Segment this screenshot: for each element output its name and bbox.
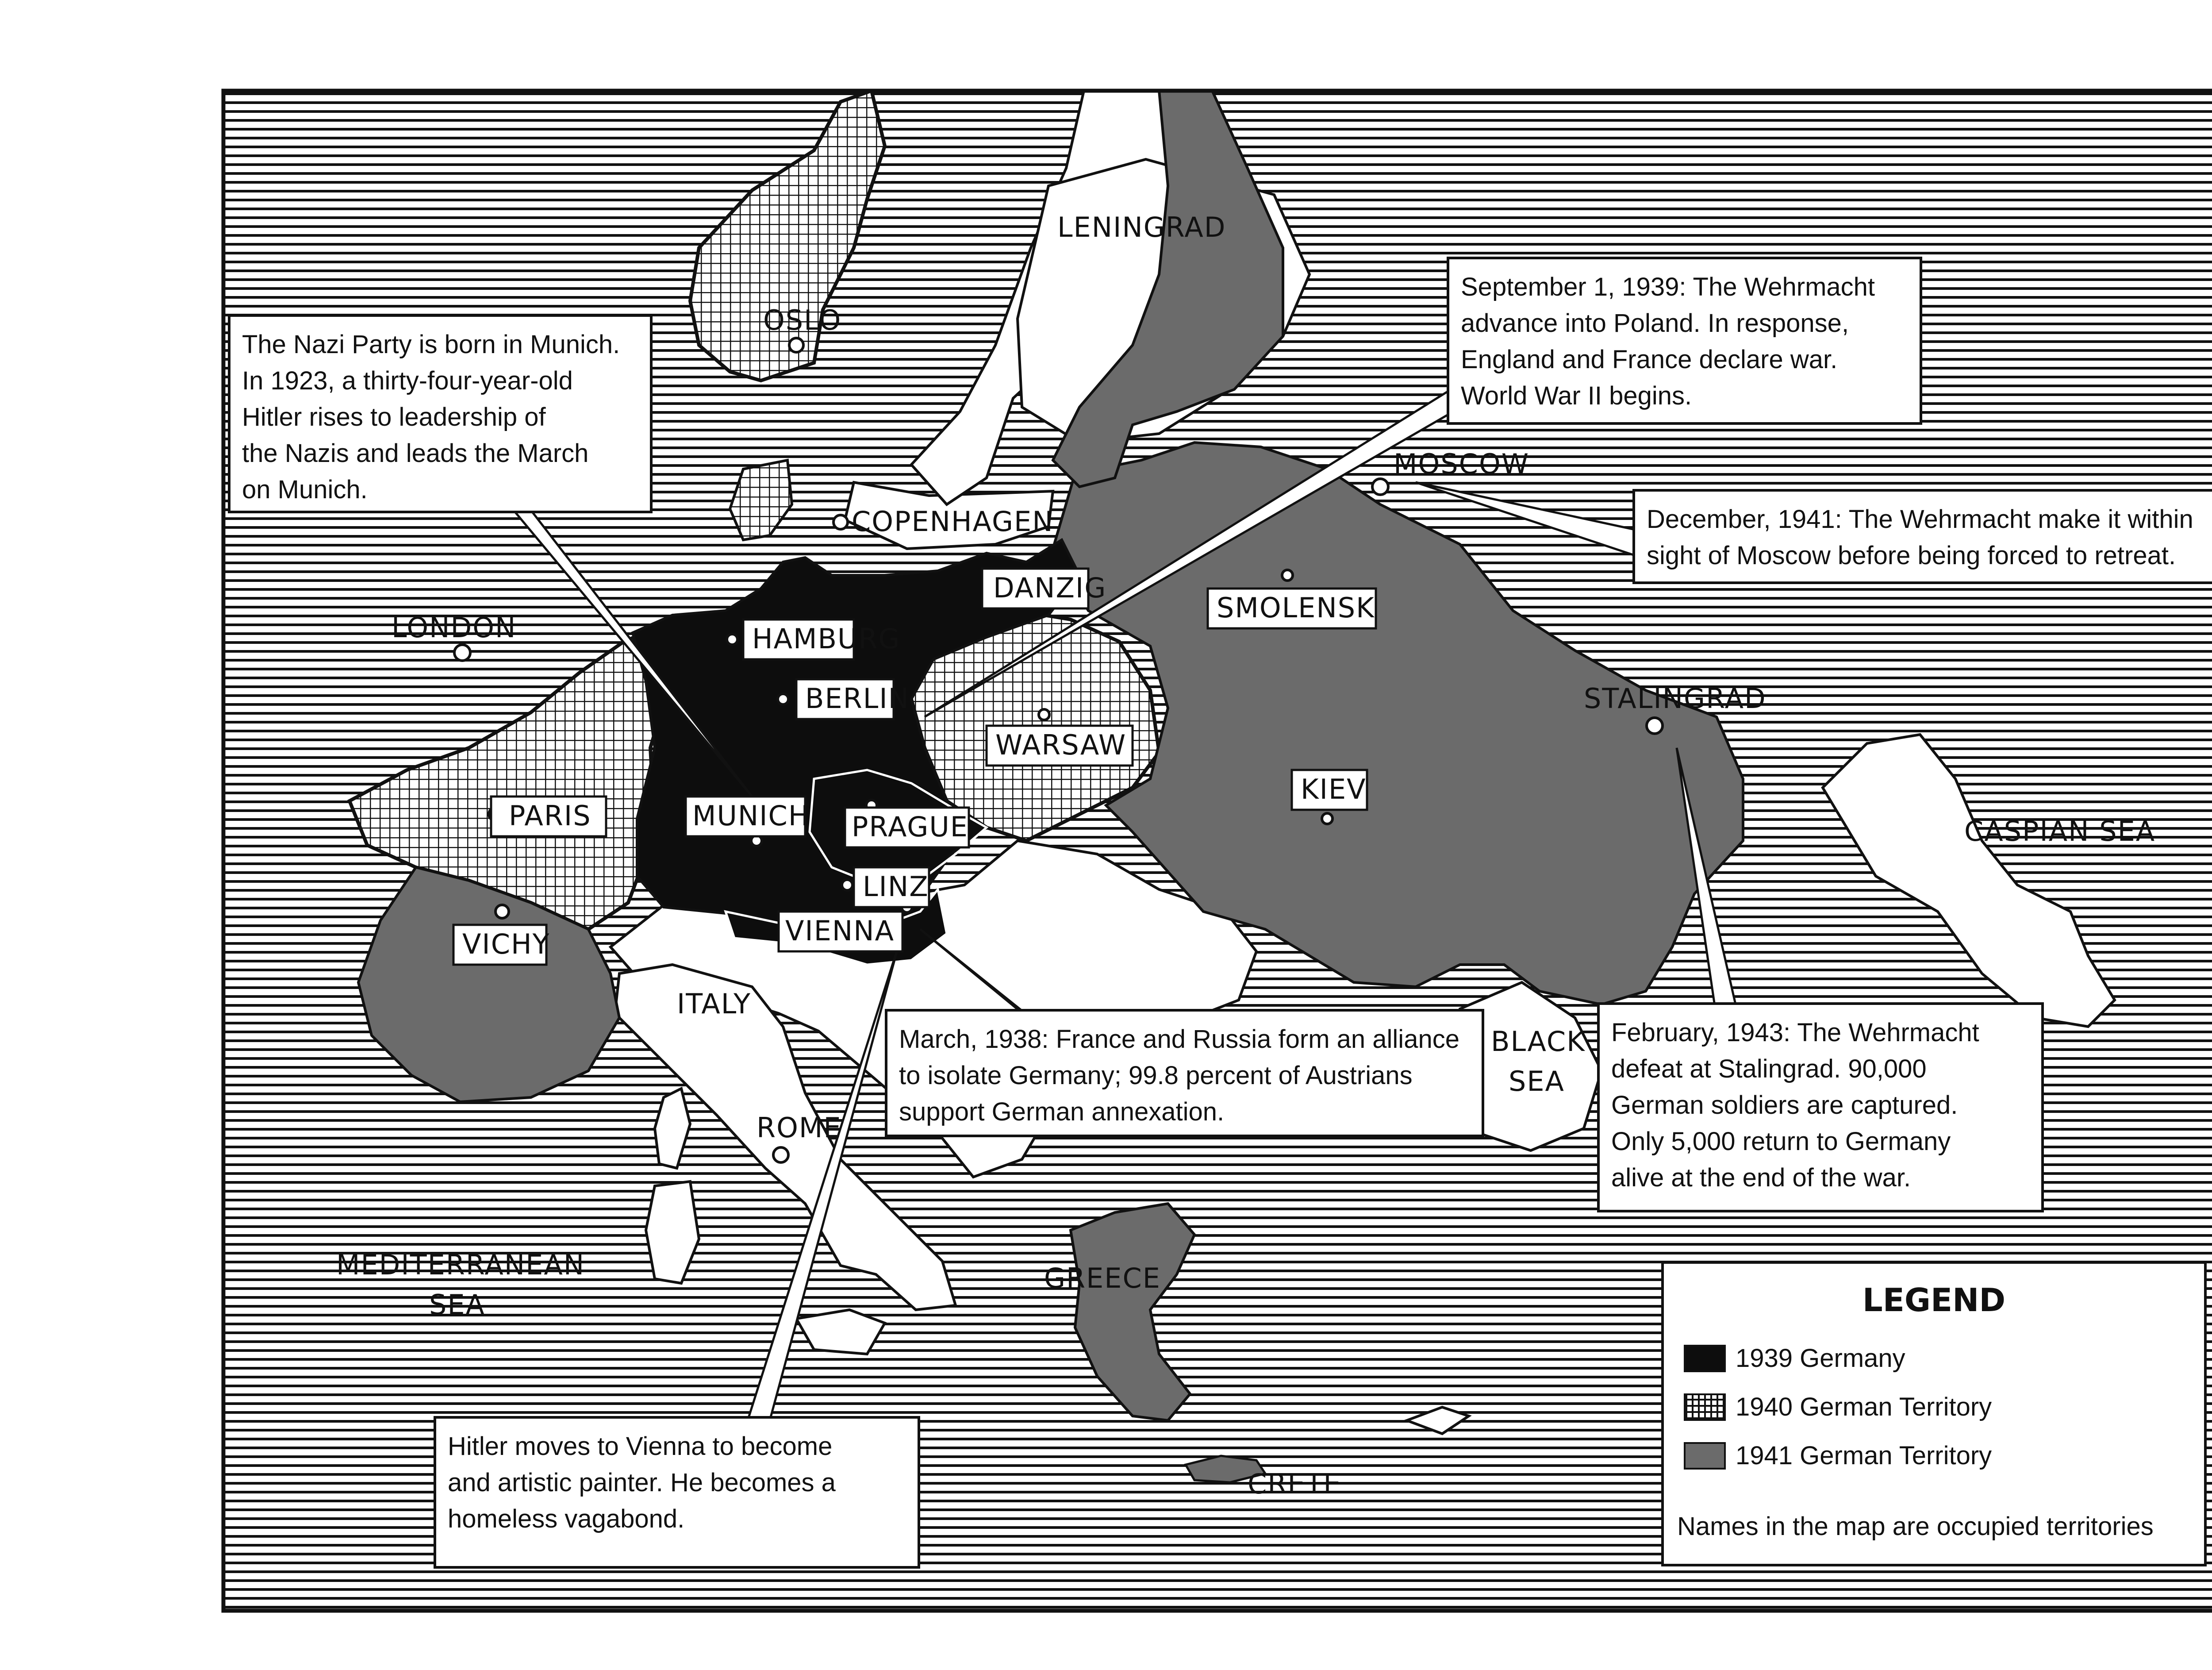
label-mediterranean-1: MEDITERRANEAN	[336, 1249, 585, 1281]
label-rome: ROME	[757, 1112, 842, 1144]
copenhagen-dot	[833, 515, 848, 529]
note-vienna	[434, 1416, 920, 1569]
label-italy: ITALY	[677, 988, 751, 1020]
note-munich-line: In 1923, a thirty-four-year-old	[242, 366, 573, 395]
label-kiev: KIEV	[1301, 773, 1367, 805]
vichy-dot	[495, 905, 509, 918]
label-smolensk: SMOLENSK	[1217, 592, 1375, 624]
label-black-sea-1: BLACK	[1491, 1025, 1586, 1058]
moscow-dot	[1372, 479, 1388, 495]
legend-footnote: Names in the map are occupied territories	[1677, 1512, 2154, 1541]
legend-title: LEGEND	[1862, 1281, 2006, 1319]
label-black-sea-2: SEA	[1509, 1065, 1565, 1097]
note-stalingrad-line: Only 5,000 return to Germany	[1611, 1127, 1951, 1156]
note-stalingrad	[1597, 1002, 2044, 1212]
smolensk-dot	[1282, 570, 1293, 581]
note-munich-line: on Munich.	[242, 475, 368, 504]
berlin-dot	[778, 694, 788, 704]
label-crete: CRETE	[1248, 1468, 1342, 1500]
warsaw-dot	[1039, 709, 1049, 720]
label-hamburg: HAMBURG	[752, 623, 901, 655]
label-copenhagen: COPENHAGEN	[852, 505, 1054, 538]
label-mediterranean-2: SEA	[429, 1289, 485, 1321]
note-austria-line: March, 1938: France and Russia form an alliance	[899, 1025, 1459, 1054]
hamburg-dot	[727, 634, 737, 645]
label-london: LONDON	[392, 612, 517, 644]
stalingrad-dot	[1647, 718, 1663, 734]
note-stalingrad-line: defeat at Stalingrad. 90,000	[1611, 1054, 1927, 1083]
note-munich-line: The Nazi Party is born in Munich.	[242, 330, 620, 359]
note-austria-line: to isolate Germany; 99.8 percent of Austrians	[899, 1061, 1413, 1090]
label-caspian-sea: CASPIAN SEA	[1964, 815, 2156, 847]
label-munich: MUNICH	[692, 800, 810, 832]
swatch-1940	[1684, 1393, 1726, 1421]
note-munich-line: Hitler rises to leadership of	[242, 403, 546, 431]
label-leningrad: LENINGRAD	[1057, 211, 1226, 243]
label-moscow: MOSCOW	[1394, 448, 1530, 480]
label-oslo: OSLO	[763, 304, 842, 336]
note-poland-line: England and France declare war.	[1461, 345, 1838, 374]
note-austria-line: support German annexation.	[899, 1097, 1225, 1126]
label-berlin: BERLIN	[805, 682, 910, 715]
note-munich-line: the Nazis and leads the March	[242, 439, 589, 468]
oslo-dot	[789, 338, 803, 352]
note-poland	[1447, 257, 1922, 425]
note-stalingrad-line: alive at the end of the war.	[1611, 1163, 1911, 1192]
label-warsaw: WARSAW	[995, 729, 1127, 761]
note-munich	[228, 314, 653, 513]
legend	[1661, 1261, 2207, 1566]
note-vienna-line: homeless vagabond.	[448, 1505, 685, 1533]
note-stalingrad-line: German soldiers are captured.	[1611, 1091, 1958, 1120]
london-dot	[454, 645, 470, 661]
label-danzig: DANZIG	[993, 572, 1107, 604]
label-vienna: VIENNA	[785, 915, 895, 947]
note-moscow-line: December, 1941: The Wehrmacht make it within	[1647, 505, 2193, 534]
legend-item-1941	[1684, 1441, 1992, 1470]
note-poland-line: September 1, 1939: The Wehrmacht	[1461, 273, 1875, 301]
label-paris: PARIS	[509, 800, 591, 832]
note-poland-line: advance into Poland. In response,	[1461, 309, 1849, 338]
label-linz: LINZ	[863, 870, 929, 903]
note-vienna-line: and artistic painter. He becomes a	[448, 1468, 836, 1497]
swatch-1939	[1684, 1345, 1726, 1372]
note-poland-line: World War II begins.	[1461, 381, 1692, 410]
note-moscow	[1632, 489, 2212, 584]
note-vienna-line: Hitler moves to Vienna to become	[448, 1432, 833, 1461]
rome-dot	[773, 1147, 788, 1162]
legend-item-label: 1939 Germany	[1736, 1344, 1905, 1373]
legend-item-label: 1941 German Territory	[1736, 1441, 1992, 1470]
linz-dot	[842, 880, 853, 890]
label-vichy: VICHY	[462, 928, 550, 960]
label-greece: GREECE	[1044, 1262, 1161, 1294]
legend-item-label: 1940 German Territory	[1736, 1393, 1992, 1421]
note-moscow-line: sight of Moscow before being forced to retreat.	[1647, 541, 2176, 570]
kiev-dot	[1322, 813, 1333, 824]
note-austria	[885, 1009, 1484, 1137]
legend-item-1939	[1684, 1343, 1905, 1373]
label-prague: PRAGUE	[852, 811, 968, 843]
swatch-1941	[1684, 1442, 1726, 1470]
legend-item-1940	[1684, 1392, 1992, 1422]
note-stalingrad-line: February, 1943: The Wehrmacht	[1611, 1018, 1979, 1047]
label-stalingrad: STALINGRAD	[1584, 682, 1767, 715]
